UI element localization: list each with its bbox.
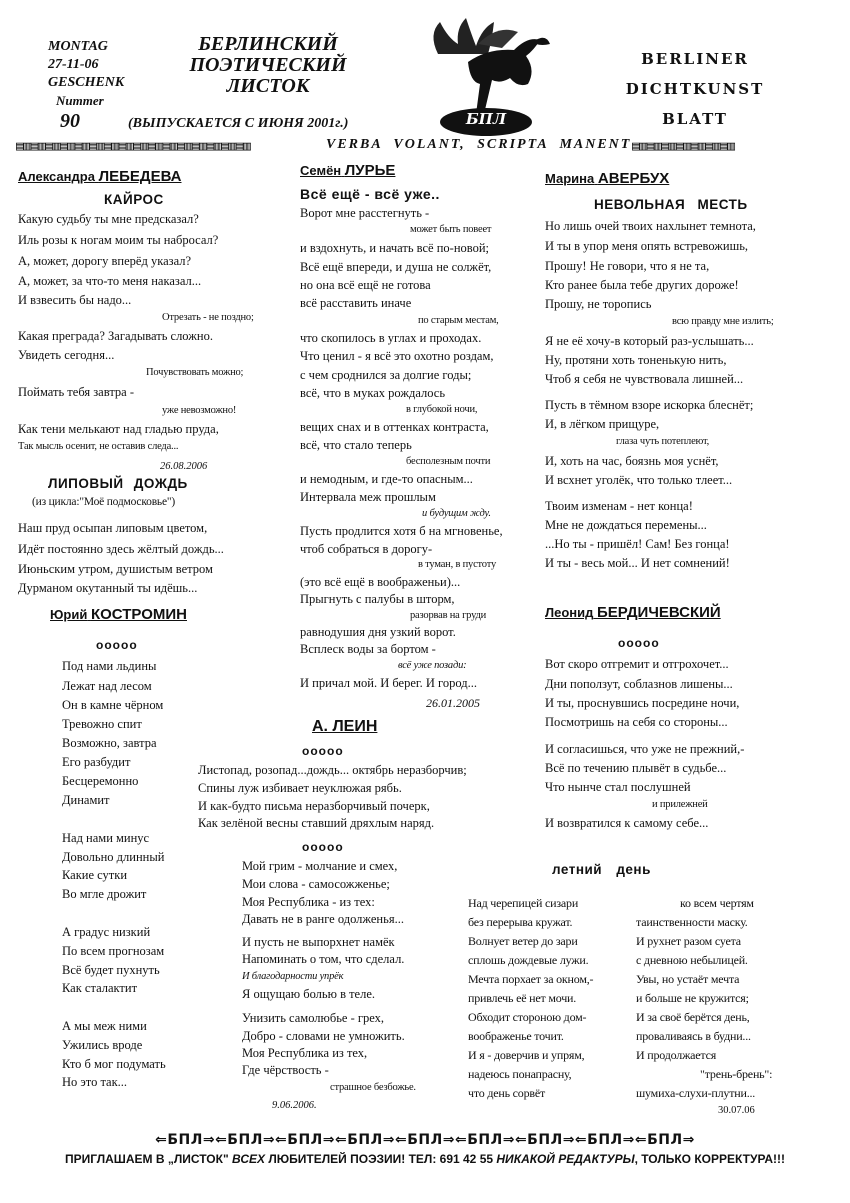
poem-line: Динамит [62,793,110,807]
logo-monogram: БПЛ [465,110,507,128]
poem-line: Как зелёной весны ставший дряхлым наряд. [198,816,435,830]
poem-line: Всё ещё впереди, и душа не солжёт, [300,260,492,274]
poem-line: Мечта порхает за окном,- [468,972,594,986]
poem-line: И я - доверчив и упрям, [468,1048,585,1062]
poem-line: с дневною небылицей. [636,953,748,967]
poem-line: страшное безбожье. [330,1082,416,1093]
poem-line: всю правду мне излить; [672,316,774,327]
poem-line: Ну, протяни хоть тоненькую нить, [545,353,727,367]
poem-line: Почувствовать можно; [146,367,244,378]
poem-date: 30.07.06 [718,1105,755,1116]
poem-line: Как тени мелькают над гладью пруда, [18,422,219,436]
poem-date: 26.08.2006 [160,461,208,472]
pegasus-logo [418,14,558,142]
poem-line: Напоминать о том, что сделал. [242,952,405,966]
poem-line: Моя Республика из тех, [242,1046,368,1060]
poem-line: всё, что в муках рождалось [300,386,446,400]
poem-title-vse-eshche: Всё ещё - всё уже.. [300,186,440,202]
poem-line: и будущим жду. [422,508,491,519]
title-ru-line-2: ПОЭТИЧЕСКИЙ [189,54,347,76]
poem-line: Интервала меж прошлым [300,490,436,504]
poem-line: Прошу, не торопись [545,297,652,311]
footer-invitation [50,1152,800,1166]
poem-line: И благодарности упрёк [242,971,344,982]
poem-line: и немодным, и где-то опасным... [300,472,473,486]
poem-line: Дурманом окутанный ты идёшь... [18,581,198,595]
title-ru [178,34,358,97]
poem-line: Пусть продлится хотя б на мгновенье, [300,524,503,538]
author-first-name: Леонид [545,605,594,620]
poem-line: шумиха-слухи-плутни... [636,1086,756,1100]
poem-line: Листопад, розопад...дождь... октябрь неразборчив; [198,763,467,777]
poem-line: без перерыва кружат. [468,915,573,929]
poem-line: Какая преграда? Загадывать сложно. [18,329,213,343]
poem-line: Идёт постоянно здесь жёлтый дождь... [18,542,224,556]
poem-line: Пусть в тёмном взоре искорка блеснёт; [545,398,754,412]
issue-info [48,38,124,130]
author-first-name: Александра [18,169,95,184]
poem-line: Где чёрствость - [242,1063,329,1077]
poem-line: По всем прогнозам [62,944,165,958]
author-first-name: Семён [300,163,342,178]
author-lein: А. ЛЕИН [312,718,378,735]
author-first-name: Юрий [50,607,88,622]
author-last-name: ЛУРЬЕ [344,162,396,179]
poem-line: разорвав на груди [410,610,487,621]
title-ru-line-3: ЛИСТОК [226,75,310,97]
author-lurie [300,162,395,179]
poem-line: Кто б мог подумать [62,1057,166,1071]
poem-line: Отрезать - не поздно; [162,312,254,323]
poem-line: Прошу! Не говори, что я не та, [545,259,710,273]
title-ru-line-1: БЕРЛИНСКИЙ [198,33,338,55]
poem-line: Увидеть сегодня... [18,348,115,362]
poem-line: и больше не кружится; [636,991,749,1005]
poem-line: Какую судьбу ты мне предсказал? [18,212,199,226]
poem-line: И ты в упор меня опять встревожишь, [545,239,749,253]
poem-line: всё, что стало теперь [300,438,412,452]
poem-line: Но это так... [62,1075,128,1089]
poem-line: Прыгнуть с палубы в шторм, [300,592,455,606]
title-de-line-1: BERLINER [641,50,749,68]
poem-line: И ты, проснувшись посредине ночи, [545,696,740,710]
poem-line: Увы, но устаёт мечта [636,972,740,986]
poem-line: И причал мой. И берег. И город... [300,676,477,690]
poem-line: И рухнет разом суета [636,934,741,948]
poem-line: Под нами льдины [62,659,157,673]
poem-line: всё уже позади: [398,660,467,671]
poem-title-nevolnaya-mest: НЕВОЛЬНАЯ МЕСТЬ [594,197,748,212]
poem-line: Всё по течению плывёт в судьбе... [545,761,727,775]
poem-line: Дни поползут, соблазнов лишены... [545,677,733,691]
poem-line: И продолжается [636,1048,717,1062]
poem-line: А градус низкий [62,925,151,939]
poem-line: но она всё ещё не готова [300,278,431,292]
footer-text-2: ВСЕХ [231,1152,266,1166]
poem-line: И ты - весь мой... И нет сомнений! [545,556,730,570]
poem-line: что скопилось в углах и проходах. [300,331,482,345]
poem-line: Добро - словами не умножить. [242,1029,405,1043]
poem-line: И за своё берётся день, [636,1010,750,1024]
poem-line: Что ценил - я всё это охотно роздам, [300,349,494,363]
section-mark: ooooo [96,638,138,652]
poem-line: уже невозможно! [162,405,237,416]
poem-line: с чем сроднился за долгие годы; [300,368,472,382]
poem-line: Над нами минус [62,831,150,845]
footer-text-4: НИКАКОЙ РЕДАКТУРЫ [496,1152,635,1166]
poem-line: Ворот мне расстегнуть - [300,206,430,220]
poem-line: Над черепицей сизари [468,896,579,910]
poem-line: И пусть не выпорхнет намёк [242,935,395,949]
poem-line: Всё будет пухнуть [62,963,160,977]
motto: VERBA VOLANT, SCRIPTA MANENT [326,137,632,152]
author-last-name: БЕРДИЧЕВСКИЙ [597,604,721,621]
poem-line: А, может, дорогу вперёд указал? [18,254,192,268]
poem-line: Его разбудит [62,755,131,769]
poem-line: Я не её хочу-в который раз-услышать... [545,334,754,348]
poem-line: Во мгле дрожит [62,887,147,901]
poem-line: Всплеск воды за бортом - [300,642,436,656]
poem-line: Бесцеремонно [62,774,139,788]
poem-line: Посмотришь на себя со стороны... [545,715,728,729]
poem-line: Наш пруд осыпан липовым цветом, [18,521,208,535]
poem-line: бесполезным почти [406,456,491,467]
poem-line: сплошь дождевые лужи. [468,953,589,967]
decor-boxes-right: ▤▥▤▥▤▥▤▥▤▥▤▥▤▥ [632,139,735,154]
footer-decor-line: ⇐БПЛ⇒⇐БПЛ⇒⇐БПЛ⇒⇐БПЛ⇒⇐БПЛ⇒⇐БПЛ⇒⇐БПЛ⇒⇐БПЛ⇒⇐БПЛ⇒ [155,1132,695,1148]
title-de [620,44,770,134]
poem-line: Так мысль осенит, не оставив следа... [18,441,179,452]
poem-line: Он в камне чёрном [62,698,164,712]
poem-line: Ужились вроде [62,1038,143,1052]
poem-line: проваливаясь в будни... [636,1029,751,1043]
poem-line: Июньским утром, душистым ветром [18,562,213,576]
poem-title-lipovy: ЛИПОВЫЙ ДОЖДЬ [48,476,188,491]
poem-line: И, хоть на час, боязнь моя уснёт, [545,454,719,468]
poem-line: Унизить самолюбье - грех, [242,1011,385,1025]
poem-line: в глубокой ночи, [406,404,478,415]
poem-line: Волнует ветер до зари [468,934,578,948]
poem-line: Возможно, завтра [62,736,157,750]
poem-line: вещих снах и в оттенках контраста, [300,420,489,434]
issue-day: MONTAG [48,39,108,54]
footer-text-1: ПРИГЛАШАЕМ В „ЛИСТОК" [64,1152,229,1166]
author-lebedeva [18,168,182,185]
poem-line: надеюсь понапрасну, [468,1067,572,1081]
poem-line: и прилежней [652,799,708,810]
poem-line: в туман, в пустоту [418,559,497,570]
poem-line: Мне не дождаться перемены... [545,518,707,532]
poem-line: всё расставить иначе [300,296,412,310]
author-berdichevsky [545,604,721,621]
poem-line: Я ощущаю болью в теле. [242,987,376,1001]
poem-line: "трень-брень": [700,1067,773,1081]
poem-line: Давать не в ранге одолженья... [242,912,404,926]
poem-line: Чтоб я себя не чувствовала лишней... [545,372,744,386]
poem-line: И возвратился к самому себе... [545,816,709,830]
poem-line: Как сталактит [62,981,138,995]
poem-line: глаза чуть потеплеют, [616,436,710,447]
poem-line: Мой грим - молчание и смех, [242,859,398,873]
poem-line: Довольно длинный [62,850,165,864]
poem-line: И, в лёгком прищуре, [545,417,660,431]
author-first-name: Марина [545,171,595,186]
poem-line: таинственности маску. [636,915,748,929]
poem-line: равнодушия дня узкий ворот. [300,625,456,639]
poem-line: Поймать тебя завтра - [18,385,135,399]
title-de-line-2: DICHTKUNST [625,80,765,98]
poem-line: Вот скоро отгремит и отгрохочет... [545,657,729,671]
section-mark: ooooo [302,744,344,758]
poem-line: Кто ранее была тебе других дороже! [545,278,739,292]
poem-line: И согласишься, что уже не прежний,- [545,742,745,756]
decor-boxes-left: ▤▥▤▥▤▥▤▥▤▥▤▥▤▥▤▥▤▥▤▥▤▥▤▥▤▥▤▥▤▥▤▥ [16,139,251,154]
poem-line: ко всем чертям [680,896,754,910]
poem-line: Спины луж избивает неуклюжая рябь. [198,781,402,795]
poem-line: (это всё ещё в воображеньи)... [300,575,461,589]
poem-line: Твоим изменам - нет конца! [545,499,693,513]
poem-line: чтоб собраться в дорогу- [300,542,433,556]
poem-date: 9.06.2006. [272,1100,317,1111]
poem-line: ...Но ты - пришёл! Сам! Без гонца! [545,537,730,551]
poem-line: Какие сутки [62,868,128,882]
poem-line: Моя Республика - из тех: [242,895,375,909]
poem-date: 26.01.2005 [426,696,480,710]
poem-line: И как-будто письма неразборчивый почерк, [198,799,430,813]
poem-line: и вздохнуть, и начать всё по-новой; [300,241,490,255]
author-kostromin [50,606,187,623]
poem-line: Мои слова - самосожженье; [242,877,390,891]
issue-number-label: Nummer [56,93,104,108]
author-last-name: АВЕРБУХ [597,170,670,187]
poem-subtitle: (из цикла:"Моё подмосковье") [32,496,175,508]
poem-line: Иль розы к ногам моим ты набросал? [18,233,219,247]
poem-line: может быть повеет [410,224,492,235]
section-mark: ooooo [618,636,660,650]
author-last-name: КОСТРОМИН [90,606,187,623]
footer-text-5: , ТОЛЬКО КОРРЕКТУРА!!! [634,1152,786,1166]
poem-line: по старым местам, [418,315,499,326]
poem-line: Обходит стороною дом- [468,1010,587,1024]
poem-title-kairos: КАЙРОС [104,192,164,207]
poem-line: Тревожно спит [62,717,142,731]
poem-line: что день сорвёт [468,1086,546,1100]
title-de-line-3: BLATT [662,110,728,128]
section-mark: ooooo [302,840,344,854]
since-line: (ВЫПУСКАЕТСЯ С ИЮНЯ 2001г.) [128,116,349,131]
poem-line: И взвесить бы надо... [18,293,132,307]
issue-number: 90 [60,110,80,132]
poem-line: привлечь её нет мочи. [468,991,577,1005]
issue-geschenk: GESCHENK [48,75,125,90]
poem-title-letniy-den: летний день [552,862,651,877]
footer-text-3: ЛЮБИТЕЛЕЙ ПОЭЗИИ! ТЕЛ: 691 42 55 [268,1152,494,1166]
issue-date: 27-11-06 [48,57,99,72]
poem-line: Лежат над лесом [62,679,152,693]
poem-line: Что нынче стал послушней [545,780,691,794]
poem-line: А, может, за что-то меня наказал... [18,274,202,288]
poem-line: И всхнет уголёк, что только тлеет... [545,473,733,487]
author-last-name: ЛЕБЕДЕВА [98,168,182,185]
poem-line: А мы меж ними [62,1019,147,1033]
poem-line: Но лишь очей твоих нахлынет темнота, [545,219,756,233]
poem-line: воображенье точит. [468,1029,564,1043]
author-averbukh [545,170,669,187]
